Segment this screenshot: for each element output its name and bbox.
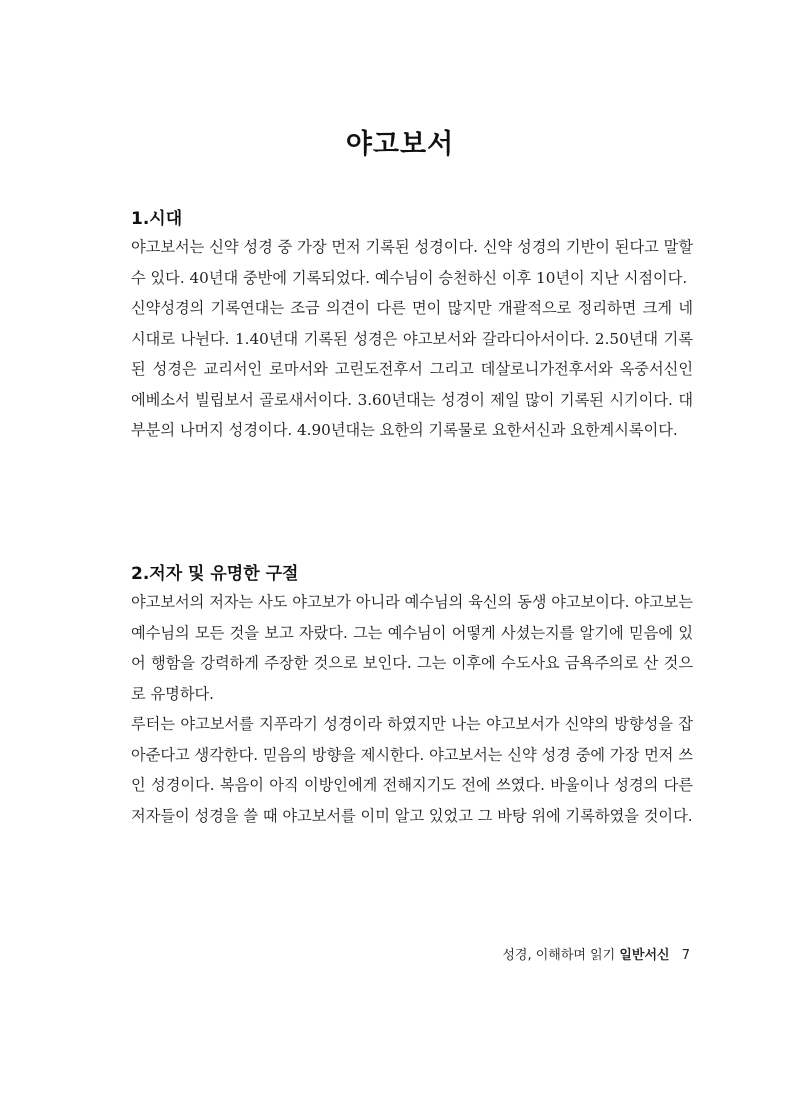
paragraph: 야고보서는 신약 성경 중 가장 먼저 기록된 성경이다. 신약 성경의 기반이 된다고 말할 수 있다. 40년대 중반에 기록되었다. 예수님이 승천하신 이후 10년이 지난 시점이다. bbox=[131, 238, 693, 287]
page-title: 야고보서 bbox=[345, 129, 455, 161]
page-footer bbox=[502, 944, 690, 963]
paragraph: 야고보서의 저자는 사도 야고보가 아니라 예수님의 육신의 동생 야고보이다. 야고보는 예수님의 모든 것을 보고 자랐다. 그는 예수님이 어떻게 사셨는지를 알기에 믿음에 있어 행함을 강력하게 주장한 것으로 보인다. 그는 이후에 수도사요 금욕주의로 산 것으로 유명하다. bbox=[131, 593, 693, 703]
footer-book-title: 성경, 이해하며 읽기 bbox=[502, 948, 616, 963]
section-heading: 1.시대 bbox=[131, 209, 183, 229]
section-era bbox=[131, 206, 693, 446]
paragraph: 루터는 야고보서를 지푸라기 성경이라 하였지만 나는 야고보서가 신약의 방향성을 잡아준다고 생각한다. 믿음의 방향을 제시한다. 야고보서는 신약 성경 중에 가장 먼저 쓰인 성경이다. 복음이 아직 이방인에게 전해지기도 전에 쓰였다. 바울이나 성경의 다른 저자들이 성경을 쓸 때 야고보서를 이미 알고 있었고 그 바탕 위에 기록하였을 것이다. bbox=[131, 715, 693, 825]
section-author bbox=[131, 561, 693, 831]
page-number: 7 bbox=[681, 948, 690, 963]
footer-series: 일반서신 bbox=[619, 948, 670, 963]
section-heading: 2.저자 및 유명한 구절 bbox=[131, 564, 299, 584]
paragraph: 신약성경의 기록연대는 조금 의견이 다른 면이 많지만 개괄적으로 정리하면 크게 네 시대로 나뉜다. 1.40년대 기록된 성경은 야고보서와 갈라디아서이다. 2.50년대 기록된 성경은 교리서인 로마서와 고린도전후서 그리고 데살로니가전후서와 옥중서신인 에베소서 빌립보서 골로새서이다. 3.60년대는 성경이 제일 많이 기록된 시기이다. 대부분의 나머지 성경이다. 4.90년대는 요한의 기록물로 요한서신과 요한계시록이다. bbox=[131, 299, 693, 439]
